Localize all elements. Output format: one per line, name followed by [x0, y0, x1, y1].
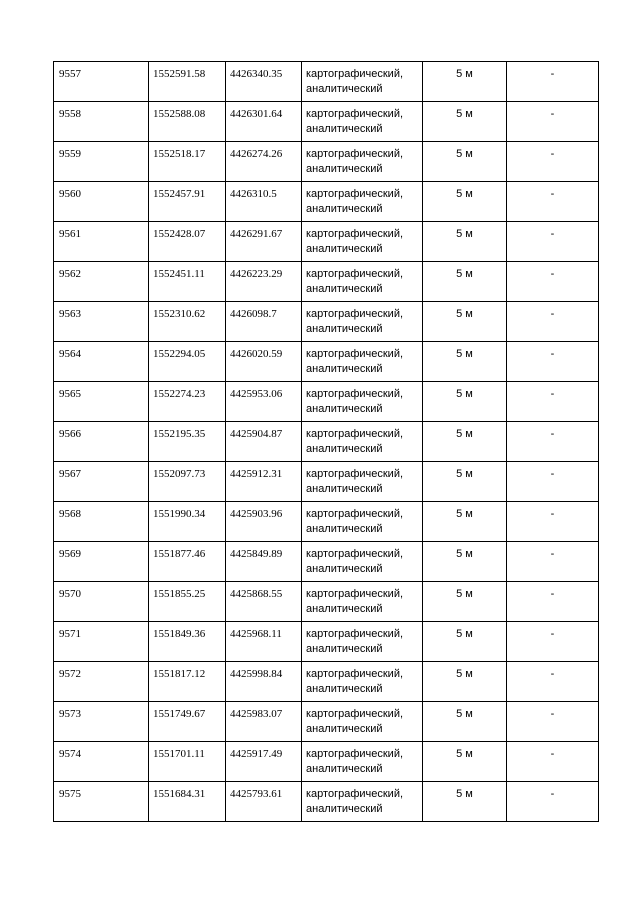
table-row: [54, 422, 599, 462]
x-coordinate-cell: 1551849.36: [149, 622, 226, 662]
method-line-2: аналитический: [306, 203, 383, 215]
x-coordinate-cell: 1552518.17: [149, 142, 226, 182]
point-number-cell: 9571: [54, 622, 149, 662]
method-cell: [302, 142, 423, 182]
accuracy-cell: 5 м: [423, 662, 507, 702]
table-row: [54, 622, 599, 662]
x-coordinate-cell: 1552310.62: [149, 302, 226, 342]
accuracy-cell: 5 м: [423, 542, 507, 582]
method-line-2: аналитический: [306, 523, 383, 535]
accuracy-cell: 5 м: [423, 782, 507, 822]
method-cell: [302, 342, 423, 382]
y-coordinate-cell: 4426291.67: [226, 222, 302, 262]
table-row: [54, 102, 599, 142]
point-number-cell: 9559: [54, 142, 149, 182]
method-line-1: картографический,: [306, 108, 404, 120]
accuracy-cell: 5 м: [423, 262, 507, 302]
point-number-cell: 9558: [54, 102, 149, 142]
description-cell: -: [507, 462, 599, 502]
y-coordinate-cell: 4426223.29: [226, 262, 302, 302]
x-coordinate-cell: 1551701.11: [149, 742, 226, 782]
method-line-1: картографический,: [306, 548, 404, 560]
y-coordinate-cell: 4425917.49: [226, 742, 302, 782]
x-coordinate-cell: 1552591.58: [149, 62, 226, 102]
method-line-1: картографический,: [306, 308, 404, 320]
method-line-1: картографический,: [306, 148, 404, 160]
table-row: [54, 342, 599, 382]
method-line-1: картографический,: [306, 268, 404, 280]
x-coordinate-cell: 1551990.34: [149, 502, 226, 542]
point-number-cell: 9557: [54, 62, 149, 102]
x-coordinate-cell: 1551817.12: [149, 662, 226, 702]
y-coordinate-cell: 4426020.59: [226, 342, 302, 382]
x-coordinate-cell: 1552294.05: [149, 342, 226, 382]
point-number-cell: 9561: [54, 222, 149, 262]
y-coordinate-cell: 4425849.89: [226, 542, 302, 582]
method-line-1: картографический,: [306, 348, 404, 360]
method-line-1: картографический,: [306, 188, 404, 200]
method-line-2: аналитический: [306, 563, 383, 575]
x-coordinate-cell: 1552428.07: [149, 222, 226, 262]
description-cell: -: [507, 662, 599, 702]
description-cell: -: [507, 702, 599, 742]
method-line-1: картографический,: [306, 68, 404, 80]
method-line-1: картографический,: [306, 788, 404, 800]
method-line-2: аналитический: [306, 803, 383, 815]
method-cell: [302, 462, 423, 502]
method-line-2: аналитический: [306, 683, 383, 695]
method-line-1: картографический,: [306, 748, 404, 760]
method-line-2: аналитический: [306, 243, 383, 255]
method-line-2: аналитический: [306, 323, 383, 335]
y-coordinate-cell: 4425983.07: [226, 702, 302, 742]
y-coordinate-cell: 4425968.11: [226, 622, 302, 662]
point-number-cell: 9575: [54, 782, 149, 822]
y-coordinate-cell: 4425912.31: [226, 462, 302, 502]
accuracy-cell: 5 м: [423, 462, 507, 502]
method-line-1: картографический,: [306, 588, 404, 600]
method-line-2: аналитический: [306, 483, 383, 495]
x-coordinate-cell: 1551749.67: [149, 702, 226, 742]
accuracy-cell: 5 м: [423, 182, 507, 222]
accuracy-cell: 5 м: [423, 422, 507, 462]
method-cell: [302, 222, 423, 262]
method-line-1: картографический,: [306, 228, 404, 240]
description-cell: -: [507, 542, 599, 582]
accuracy-cell: 5 м: [423, 582, 507, 622]
accuracy-cell: 5 м: [423, 702, 507, 742]
method-cell: [302, 422, 423, 462]
method-line-1: картографический,: [306, 428, 404, 440]
description-cell: -: [507, 182, 599, 222]
table-row: [54, 662, 599, 702]
description-cell: -: [507, 222, 599, 262]
method-cell: [302, 742, 423, 782]
method-line-1: картографический,: [306, 668, 404, 680]
method-line-2: аналитический: [306, 723, 383, 735]
description-cell: -: [507, 382, 599, 422]
x-coordinate-cell: 1552195.35: [149, 422, 226, 462]
method-line-1: картографический,: [306, 508, 404, 520]
x-coordinate-cell: 1552588.08: [149, 102, 226, 142]
description-cell: -: [507, 302, 599, 342]
x-coordinate-cell: 1552274.23: [149, 382, 226, 422]
accuracy-cell: 5 м: [423, 302, 507, 342]
accuracy-cell: 5 м: [423, 742, 507, 782]
method-line-1: картографический,: [306, 628, 404, 640]
description-cell: -: [507, 102, 599, 142]
y-coordinate-cell: 4425904.87: [226, 422, 302, 462]
coordinates-table: [53, 61, 599, 822]
x-coordinate-cell: 1552097.73: [149, 462, 226, 502]
table-row: [54, 262, 599, 302]
method-cell: [302, 702, 423, 742]
table-row: [54, 142, 599, 182]
accuracy-cell: 5 м: [423, 102, 507, 142]
x-coordinate-cell: 1552451.11: [149, 262, 226, 302]
method-line-2: аналитический: [306, 123, 383, 135]
x-coordinate-cell: 1551877.46: [149, 542, 226, 582]
y-coordinate-cell: 4426274.26: [226, 142, 302, 182]
y-coordinate-cell: 4425953.06: [226, 382, 302, 422]
y-coordinate-cell: 4426098.7: [226, 302, 302, 342]
method-line-2: аналитический: [306, 163, 383, 175]
method-line-2: аналитический: [306, 603, 383, 615]
description-cell: -: [507, 262, 599, 302]
point-number-cell: 9569: [54, 542, 149, 582]
y-coordinate-cell: 4426301.64: [226, 102, 302, 142]
point-number-cell: 9572: [54, 662, 149, 702]
method-line-2: аналитический: [306, 83, 383, 95]
accuracy-cell: 5 м: [423, 222, 507, 262]
y-coordinate-cell: 4425998.84: [226, 662, 302, 702]
table-row: [54, 742, 599, 782]
x-coordinate-cell: 1551684.31: [149, 782, 226, 822]
table-row: [54, 702, 599, 742]
method-line-2: аналитический: [306, 363, 383, 375]
point-number-cell: 9570: [54, 582, 149, 622]
y-coordinate-cell: 4425868.55: [226, 582, 302, 622]
description-cell: -: [507, 782, 599, 822]
point-number-cell: 9573: [54, 702, 149, 742]
description-cell: -: [507, 142, 599, 182]
accuracy-cell: 5 м: [423, 142, 507, 182]
method-line-2: аналитический: [306, 643, 383, 655]
description-cell: -: [507, 422, 599, 462]
description-cell: -: [507, 342, 599, 382]
accuracy-cell: 5 м: [423, 502, 507, 542]
table-row: [54, 582, 599, 622]
table-row: [54, 382, 599, 422]
y-coordinate-cell: 4426310.5: [226, 182, 302, 222]
table-row: [54, 302, 599, 342]
accuracy-cell: 5 м: [423, 342, 507, 382]
method-cell: [302, 782, 423, 822]
method-cell: [302, 662, 423, 702]
table-row: [54, 182, 599, 222]
description-cell: -: [507, 502, 599, 542]
method-cell: [302, 62, 423, 102]
y-coordinate-cell: 4426340.35: [226, 62, 302, 102]
table-row: [54, 502, 599, 542]
y-coordinate-cell: 4425903.96: [226, 502, 302, 542]
method-cell: [302, 302, 423, 342]
method-cell: [302, 502, 423, 542]
method-cell: [302, 182, 423, 222]
coordinates-table-body: [54, 62, 599, 822]
method-cell: [302, 582, 423, 622]
method-line-2: аналитический: [306, 763, 383, 775]
table-row: [54, 542, 599, 582]
method-cell: [302, 382, 423, 422]
point-number-cell: 9563: [54, 302, 149, 342]
method-cell: [302, 622, 423, 662]
point-number-cell: 9574: [54, 742, 149, 782]
method-line-1: картографический,: [306, 388, 404, 400]
table-row: [54, 462, 599, 502]
point-number-cell: 9568: [54, 502, 149, 542]
table-row: [54, 62, 599, 102]
point-number-cell: 9565: [54, 382, 149, 422]
method-line-1: картографический,: [306, 468, 404, 480]
point-number-cell: 9562: [54, 262, 149, 302]
accuracy-cell: 5 м: [423, 62, 507, 102]
method-cell: [302, 102, 423, 142]
accuracy-cell: 5 м: [423, 382, 507, 422]
method-line-1: картографический,: [306, 708, 404, 720]
point-number-cell: 9567: [54, 462, 149, 502]
method-cell: [302, 262, 423, 302]
point-number-cell: 9560: [54, 182, 149, 222]
point-number-cell: 9566: [54, 422, 149, 462]
accuracy-cell: 5 м: [423, 622, 507, 662]
description-cell: -: [507, 582, 599, 622]
method-line-2: аналитический: [306, 283, 383, 295]
method-line-2: аналитический: [306, 403, 383, 415]
x-coordinate-cell: 1552457.91: [149, 182, 226, 222]
description-cell: -: [507, 62, 599, 102]
y-coordinate-cell: 4425793.61: [226, 782, 302, 822]
table-row: [54, 222, 599, 262]
point-number-cell: 9564: [54, 342, 149, 382]
description-cell: -: [507, 622, 599, 662]
table-row: [54, 782, 599, 822]
method-line-2: аналитический: [306, 443, 383, 455]
description-cell: -: [507, 742, 599, 782]
method-cell: [302, 542, 423, 582]
x-coordinate-cell: 1551855.25: [149, 582, 226, 622]
